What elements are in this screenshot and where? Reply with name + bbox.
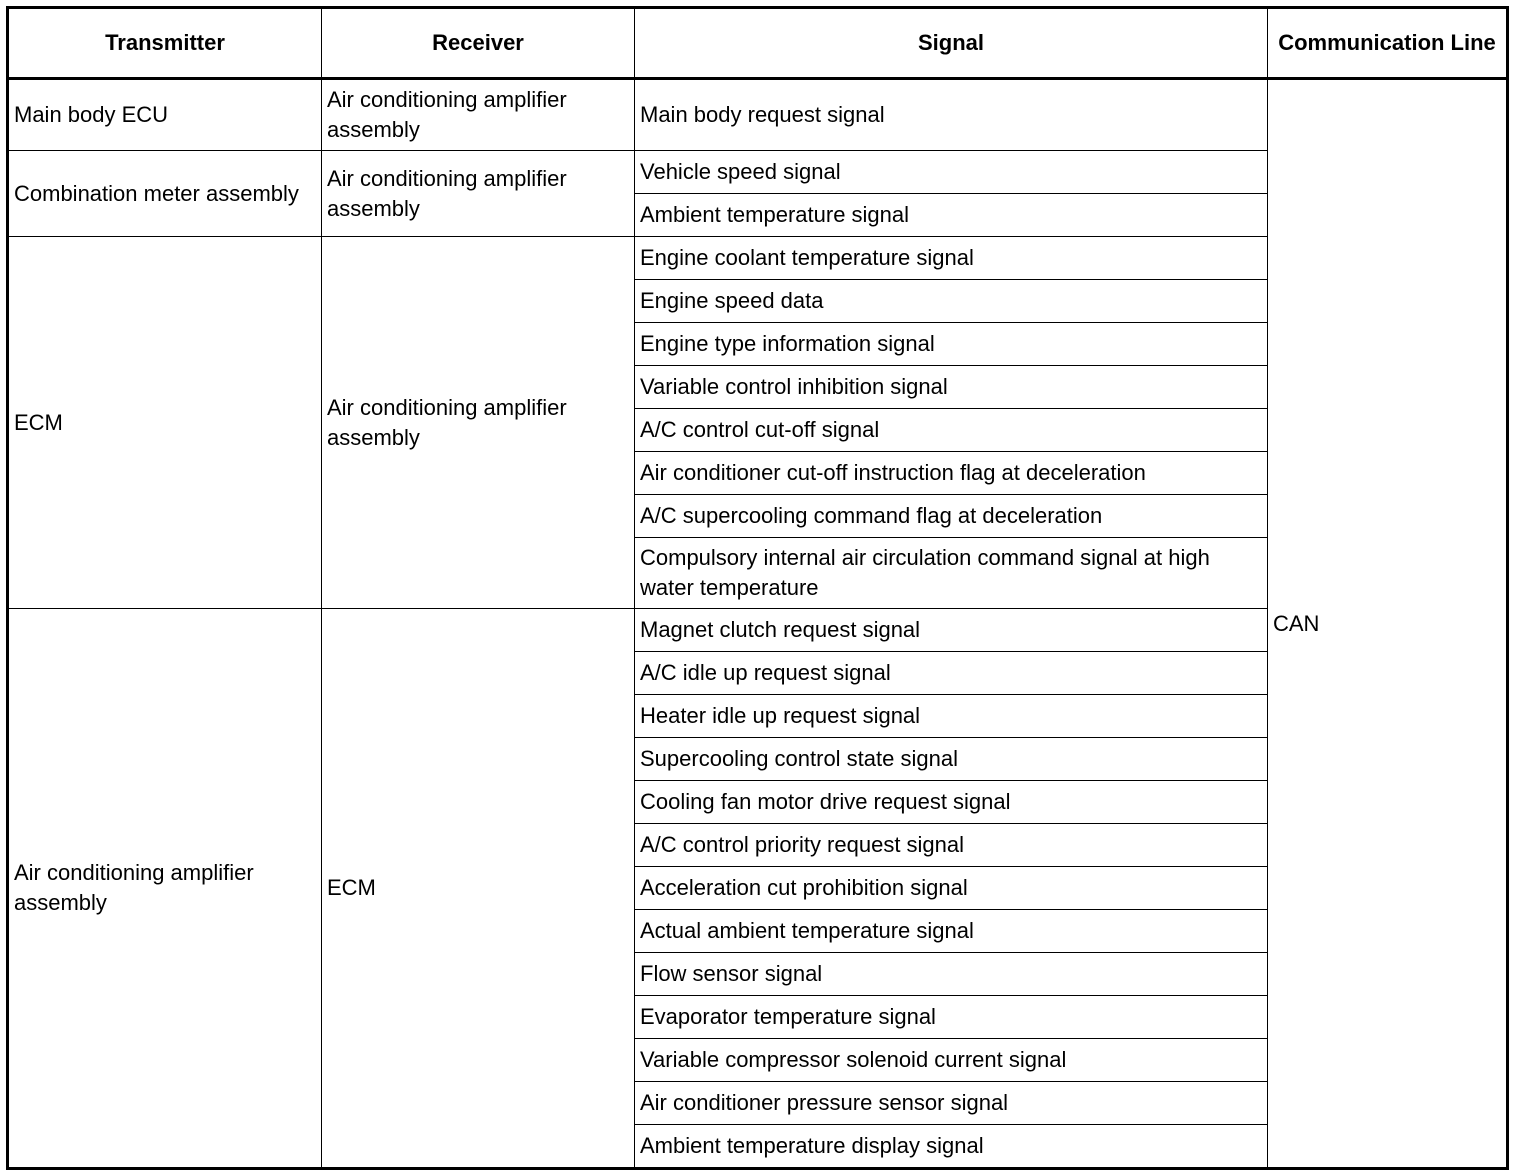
signal-cell: Cooling fan motor drive request signal	[635, 781, 1268, 824]
header-communication-line: Communication Line	[1268, 8, 1508, 79]
table-body	[8, 79, 1508, 1169]
transmitter-cell: ECM	[8, 237, 322, 609]
signal-cell: Engine type information signal	[635, 323, 1268, 366]
receiver-cell: Air conditioning amplifier assembly	[322, 79, 635, 151]
table-header	[8, 8, 1508, 79]
transmitter-cell: Main body ECU	[8, 79, 322, 151]
receiver-cell: Air conditioning amplifier assembly	[322, 151, 635, 237]
signal-cell: Supercooling control state signal	[635, 738, 1268, 781]
header-row	[8, 8, 1508, 79]
signal-cell: A/C control priority request signal	[635, 824, 1268, 867]
signal-cell: Vehicle speed signal	[635, 151, 1268, 194]
signal-cell: Magnet clutch request signal	[635, 609, 1268, 652]
signal-cell: Air conditioner cut-off instruction flag at deceleration	[635, 452, 1268, 495]
signal-cell: Compulsory internal air circulation command signal at high water temperature	[635, 538, 1268, 609]
signal-cell: Variable compressor solenoid current signal	[635, 1039, 1268, 1082]
signal-cell: A/C idle up request signal	[635, 652, 1268, 695]
signal-cell: Heater idle up request signal	[635, 695, 1268, 738]
header-signal: Signal	[635, 8, 1268, 79]
transmitter-cell: Air conditioning amplifier assembly	[8, 609, 322, 1169]
signal-cell: Air conditioner pressure sensor signal	[635, 1082, 1268, 1125]
receiver-cell: Air conditioning amplifier assembly	[322, 237, 635, 609]
signal-cell: Ambient temperature signal	[635, 194, 1268, 237]
receiver-cell: ECM	[322, 609, 635, 1169]
signal-cell: Flow sensor signal	[635, 953, 1268, 996]
signal-cell: A/C supercooling command flag at deceleration	[635, 495, 1268, 538]
signal-cell: Ambient temperature display signal	[635, 1125, 1268, 1169]
signal-cell: Acceleration cut prohibition signal	[635, 867, 1268, 910]
signal-cell: Engine speed data	[635, 280, 1268, 323]
header-receiver: Receiver	[322, 8, 635, 79]
signal-cell: A/C control cut-off signal	[635, 409, 1268, 452]
communication-table	[6, 6, 1509, 1170]
communication-line-cell: CAN	[1268, 79, 1508, 1169]
signal-cell: Engine coolant temperature signal	[635, 237, 1268, 280]
header-transmitter: Transmitter	[8, 8, 322, 79]
signal-cell: Variable control inhibition signal	[635, 366, 1268, 409]
signal-cell: Evaporator temperature signal	[635, 996, 1268, 1039]
table-row	[8, 79, 1508, 151]
transmitter-cell: Combination meter assembly	[8, 151, 322, 237]
signal-cell: Main body request signal	[635, 79, 1268, 151]
signal-cell: Actual ambient temperature signal	[635, 910, 1268, 953]
